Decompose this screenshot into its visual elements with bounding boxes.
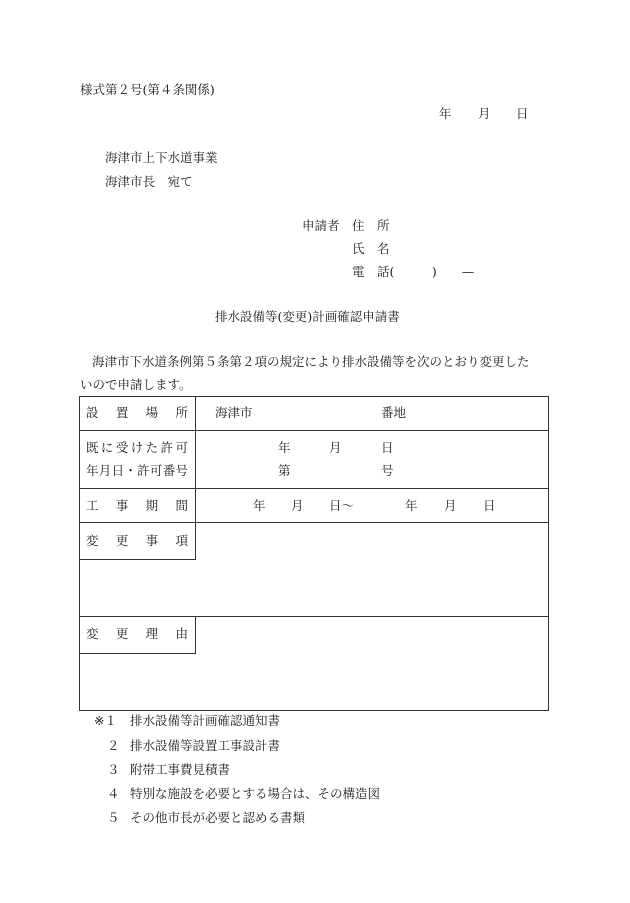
row-period-label [86,500,188,513]
table-border-top [79,396,549,397]
label-char: 更 [115,533,129,548]
label-char: に [100,440,114,455]
document-title: 排水設備等(変更)計画確認申請書 [215,309,400,324]
label-char: 事 [145,533,159,548]
location-banchi: 番地 [381,405,407,420]
row-permit-label-1 [86,442,188,455]
label-char: 月 [98,463,112,478]
label-char: 設 [86,405,99,420]
row-location-label [86,407,188,420]
period-start-year: 年 [253,498,266,513]
attachment-item-1: 排水設備等計画確認通知書 [130,713,281,728]
row-change-reason-label-text [86,628,188,641]
row-change-reason-label [86,628,188,641]
attachment-num-3: ３ [107,762,120,777]
label-char: 置 [115,405,129,420]
period-start-day: 日～ [329,498,355,513]
table-col-divider [195,396,196,523]
label-char: 項 [175,533,188,548]
label-char: 所 [175,405,188,420]
permit-year: 年 [278,440,291,455]
attachment-num-2: ２ [107,738,120,753]
label-char: た [145,440,159,455]
applicant-label: 申請者 [302,218,340,233]
label-char: 間 [175,498,188,513]
label-char: け [130,440,144,455]
label-char: ・ [124,463,137,478]
table-border-bottom [79,710,549,711]
label-char: 許 [160,440,174,455]
applicant-phone-label: 電 話( ) — [352,264,475,279]
row-period-label-text [86,500,188,513]
label-char: 場 [145,405,159,420]
table-rule-3 [79,522,549,523]
applicant-address-label: 住 所 [352,218,390,233]
row-permit-label-1-text [86,442,188,455]
label-char: 変 [86,626,99,641]
label-char: 変 [86,533,99,548]
label-char: 理 [145,626,159,641]
period-end-day: 日 [483,498,496,513]
label-char: 工 [86,498,99,513]
table-border-right [548,396,549,711]
label-char: 年 [86,463,99,478]
row-change-items-label [86,535,188,548]
label-char: 可 [149,463,163,478]
label-char: 番 [162,463,176,478]
label-char: 受 [115,440,129,455]
permit-go: 号 [381,463,394,478]
label-char: 許 [137,463,150,478]
row-permit-label-2 [86,465,188,478]
attachments-marker: ※１ [94,713,117,728]
row-permit-label-2-text [86,465,188,478]
period-start-month: 月 [291,498,304,513]
label-char: 号 [175,463,188,478]
table-rule-2 [79,488,549,489]
permit-dai: 第 [278,463,291,478]
attachment-item-3: 附帯工事費見積書 [130,762,231,777]
recipient-mayor: 海津市長 宛て [105,174,193,189]
attachment-item-4: 特別な施設を必要とする場合は、その構造図 [130,786,381,801]
date-month-label: 月 [478,106,491,121]
row5-label-box-bottom [79,653,196,654]
attachment-num-5: ５ [107,810,120,825]
applicant-name-label: 氏 名 [352,241,390,256]
attachment-item-2: 排水設備等設置工事設計書 [130,738,281,753]
label-char: 由 [175,626,188,641]
label-char: 既 [86,440,99,455]
row-change-items-label-text [86,535,188,548]
label-char: 事 [115,498,129,513]
attachment-item-5: その他市長が必要と認める書類 [130,810,306,825]
date-year-label: 年 [439,106,452,121]
table-border-left [79,396,80,711]
row5-label-box-right [195,616,196,653]
table-rule-4 [79,616,549,617]
row4-label-box-right [195,522,196,559]
permit-month: 月 [329,440,342,455]
attachment-num-4: ４ [107,786,120,801]
table-rule-1 [79,430,549,431]
period-end-year: 年 [405,498,418,513]
permit-day: 日 [381,440,394,455]
label-char: 日 [111,463,125,478]
label-char: 更 [115,626,129,641]
date-day-label: 日 [516,106,529,121]
label-char: 期 [145,498,159,513]
label-char: 可 [175,440,188,455]
period-end-month: 月 [444,498,457,513]
row-location-label-text [86,407,188,420]
location-city: 海津市 [215,405,253,420]
row4-label-box-bottom [79,559,196,560]
recipient-org: 海津市上下水道事業 [105,150,218,165]
form-number: 様式第２号(第４条関係) [80,82,215,97]
body-line-1: 海津市下水道条例第５条第２項の規定により排水設備等を次のとおり変更した [92,354,530,369]
body-line-2: いので申請します。 [80,377,192,392]
